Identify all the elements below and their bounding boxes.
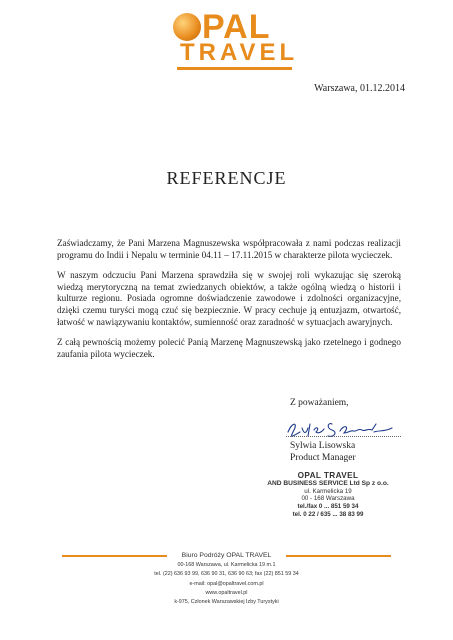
footer-phones: tel. (22) 636 93 99, 636 90 31, 636 90 63; fax (22) 851 59 34 (154, 571, 299, 578)
company-logo (0, 10, 453, 70)
stamp-subtitle: AND BUSINESS SERVICE Ltd Sp z o.o. (267, 479, 389, 487)
footer-email: e-mail: opal@opaltravel.com.pl (189, 580, 264, 587)
footer-registration: k-975, Członek Warszawskiej Izby Turystyki (174, 599, 279, 606)
stamp-tel-fax: tel./fax 0 ... 851 59 34 (297, 503, 359, 511)
footer-address: 00-168 Warszawa, ul. Karmelicka 19 m.1 (177, 562, 276, 569)
letter-body (57, 238, 401, 369)
footer-rule-right (286, 555, 391, 557)
logo-top-letters: PAL (202, 8, 271, 46)
signer-position: Product Manager (290, 453, 356, 463)
company-stamp (253, 472, 403, 519)
signature-line (286, 436, 401, 437)
letterhead-footer (60, 551, 393, 607)
letter-date: Warszawa, 01.12.2014 (314, 83, 405, 94)
signer-block (290, 440, 356, 464)
signer-name: Sylwia Lisowska (290, 441, 356, 451)
paragraph-2: W naszym odczuciu Pani Marzena sprawdziła się w swojej roli wykazując się szeroką wiedzą merytoryczną na temat zwiedzanych obiektów, a także ogólną wiedzą o historii i kulturze regionu. Posiada ogromne doświadczenie zawodowe i zdolności organizacyjne, dzięki czemu turyści mogą czuć się bezpiecznie. W pracy cechuje ją entuzjazm, otwartość, łatwość w nawiązywaniu kontaktów, sumienność oraz zaradność w sytuacjach awaryjnych. (57, 270, 401, 327)
logo-underline (177, 67, 292, 70)
closing-text: Z poważaniem, (290, 398, 349, 408)
stamp-name: OPAL TRAVEL (297, 471, 359, 480)
footer-website: www.opaltravel.pl (205, 589, 248, 596)
footer-rule-left (62, 555, 167, 557)
logo-bottom-line: TRAVEL (180, 39, 299, 66)
footer-company: Biuro Podróży OPAL TRAVEL (181, 552, 272, 559)
stamp-city: 00 - 168 Warszawa (301, 495, 355, 503)
paragraph-1: Zaświadczamy, że Pani Marzena Magnuszewska współpracowała z nami podczas realizacji programu do Indii i Nepalu w terminie 04.11 – 17.11.2015 w charakterze pilota wycieczek. (57, 238, 401, 260)
globe-icon (173, 13, 201, 41)
paragraph-3: Z całą pewnością możemy polecić Panią Marzenę Magnuszewską jako rzetelnego i godnego zaufania pilota wycieczek. (57, 337, 401, 359)
footer-company-row (60, 551, 393, 560)
stamp-street: ul. Karmelicka 19 (304, 487, 352, 495)
letter-title: REFERENCJE (166, 168, 287, 188)
stamp-tel: tel. 0 22 / 635 ... 38 83 99 (292, 510, 364, 518)
